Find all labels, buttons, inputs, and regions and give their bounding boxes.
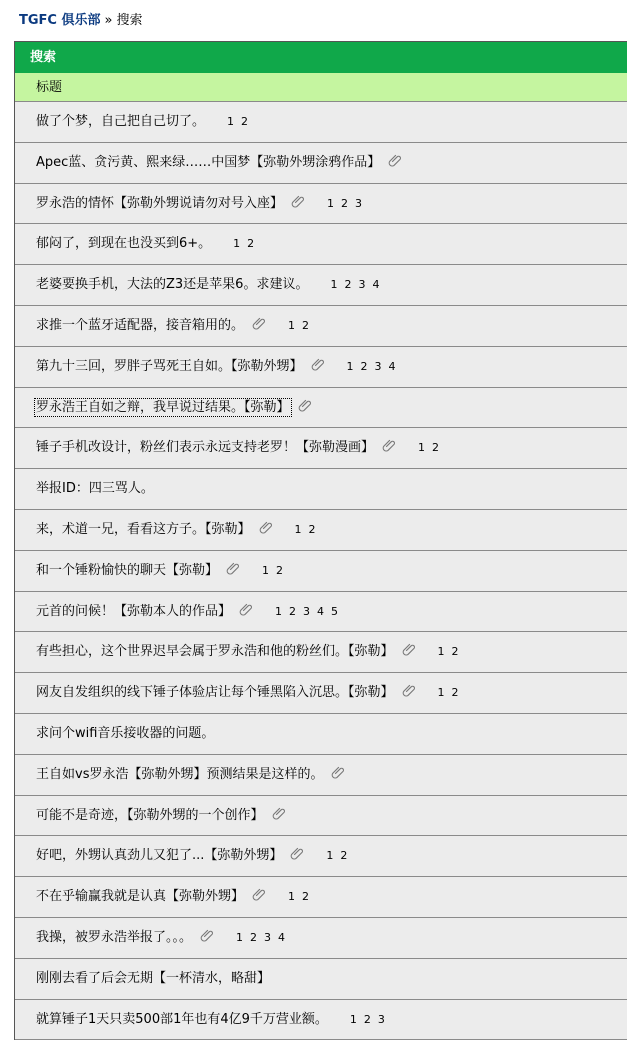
page-link[interactable]: 3: [264, 930, 272, 944]
thread-row: [15, 224, 627, 265]
thread-title-link[interactable]: 和一个锤粉愉快的聊天【弥勒】: [36, 562, 219, 578]
page-link[interactable]: 1: [227, 115, 235, 128]
page-link[interactable]: 1: [288, 890, 296, 904]
paperclip-icon: [388, 144, 402, 158]
page-link[interactable]: 1: [327, 196, 335, 210]
thread-row: [15, 265, 627, 306]
thread-row: [15, 632, 627, 673]
thread-title-link[interactable]: 来，术道一兄，看看这方子。【弥勒】: [36, 521, 251, 537]
thread-title-link[interactable]: 元首的问候！【弥勒本人的作品】: [36, 603, 232, 619]
page-link[interactable]: 4: [317, 604, 325, 618]
page-link[interactable]: 1: [326, 849, 334, 863]
page-link[interactable]: 1: [418, 441, 426, 455]
thread-list: [15, 102, 627, 1040]
page-link[interactable]: 1: [233, 237, 241, 251]
thread-pagination: [295, 523, 323, 536]
page-link[interactable]: 1: [275, 604, 283, 618]
paperclip-icon: [259, 511, 273, 525]
page-link[interactable]: 2: [250, 930, 258, 944]
thread-pagination: [330, 278, 386, 291]
thread-row: [15, 469, 627, 510]
page-link[interactable]: 2: [247, 237, 255, 251]
paperclip-icon: [272, 797, 286, 811]
thread-row: [15, 877, 627, 918]
page-link[interactable]: 1: [288, 318, 296, 332]
thread-pagination: [227, 115, 255, 128]
paperclip-icon: [200, 919, 214, 933]
page-link[interactable]: 2: [451, 645, 459, 659]
page-link[interactable]: 3: [377, 1012, 385, 1026]
thread-row: [15, 673, 627, 714]
page-link[interactable]: 3: [358, 278, 366, 292]
thread-title-link[interactable]: 有些担心，这个世界迟早会属于罗永浩和他的粉丝们。【弥勒】: [36, 644, 394, 660]
thread-pagination: [236, 931, 292, 944]
thread-row: [15, 102, 627, 143]
thread-title-link[interactable]: 就算锤子1天只卖500部1年也有4亿9千万营业额。: [36, 1011, 328, 1027]
thread-title-link[interactable]: 不在乎输赢我就是认真【弥勒外甥】: [36, 889, 245, 905]
thread-row: [15, 143, 627, 184]
thread-pagination: [347, 360, 403, 373]
thread-row: [15, 428, 627, 469]
page-link[interactable]: 2: [360, 359, 368, 373]
thread-title-link[interactable]: 老婆要换手机，大法的Z3还是苹果6。求建议。: [36, 277, 309, 293]
page-link[interactable]: 2: [302, 318, 310, 332]
page-link[interactable]: 3: [303, 604, 311, 618]
thread-title-link[interactable]: 我操，被罗永浩举报了。。。: [36, 929, 193, 945]
page-link[interactable]: 4: [388, 359, 396, 373]
thread-title-link[interactable]: 王自如vs罗永浩【弥勒外甥】预测结果是这样的。: [36, 766, 324, 782]
thread-row: [15, 592, 627, 633]
paperclip-icon: [252, 878, 266, 892]
paperclip-icon: [298, 389, 312, 403]
page-link[interactable]: 1: [236, 930, 244, 944]
thread-row: [15, 918, 627, 959]
board-header: 搜索: [15, 42, 627, 73]
thread-pagination: [233, 237, 261, 250]
thread-title-link[interactable]: 网友自发组织的线下锤子体验店让每个锤黑陷入沉思。【弥勒】: [36, 685, 394, 701]
thread-row: [15, 551, 627, 592]
thread-pagination: [327, 197, 369, 210]
page-link[interactable]: 2: [276, 563, 284, 577]
search-results-table: [14, 41, 627, 1040]
thread-title-link[interactable]: 求问个wifi音乐接收器的问题。: [36, 725, 215, 741]
thread-title-link[interactable]: 郁闷了，到现在也没买到6+。: [36, 236, 212, 252]
page-link[interactable]: 2: [344, 278, 352, 292]
page-link[interactable]: 1: [437, 645, 445, 659]
page-link[interactable]: 3: [374, 359, 382, 373]
thread-title-link[interactable]: 第九十三回，罗胖子骂死王自如。【弥勒外甥】: [36, 358, 303, 374]
thread-row: [15, 306, 627, 347]
thread-pagination: [438, 645, 466, 658]
paperclip-icon: [252, 307, 266, 321]
page-link[interactable]: 2: [241, 115, 249, 128]
page-link[interactable]: 2: [308, 522, 316, 536]
thread-title-link[interactable]: 可能不是奇迹，【弥勒外甥的一个创作】: [36, 807, 264, 823]
paperclip-icon: [331, 756, 345, 770]
thread-title-link[interactable]: 罗永浩王自如之辩，我早说过结果。【弥勒】: [36, 399, 290, 415]
thread-row: [15, 755, 627, 796]
thread-pagination: [288, 890, 316, 903]
page-link[interactable]: 2: [340, 849, 348, 863]
page-link[interactable]: 2: [432, 441, 440, 455]
page-link[interactable]: 1: [349, 1012, 357, 1026]
page-link[interactable]: 1: [262, 563, 270, 577]
thread-pagination: [438, 686, 466, 699]
paperclip-icon: [291, 185, 305, 199]
thread-pagination: [262, 564, 290, 577]
page-link[interactable]: 1: [294, 522, 302, 536]
page-link[interactable]: 1: [437, 686, 445, 700]
thread-pagination: [275, 605, 345, 618]
page-link[interactable]: 4: [278, 930, 286, 944]
paperclip-icon: [311, 348, 325, 362]
thread-row: [15, 347, 627, 388]
paperclip-icon: [402, 674, 416, 688]
breadcrumb-home-link[interactable]: TGFC 俱乐部: [19, 13, 101, 28]
thread-pagination: [326, 849, 354, 862]
thread-row: [15, 510, 627, 551]
thread-row: [15, 836, 627, 877]
thread-title-link[interactable]: 举报ID：四三骂人。: [36, 481, 154, 497]
breadcrumb: [19, 12, 142, 30]
page-link[interactable]: 4: [372, 278, 380, 292]
breadcrumb-separator: »: [104, 13, 113, 28]
thread-title-link[interactable]: 好吧，外甥认真劲儿又犯了...【弥勒外甥】: [36, 848, 283, 864]
thread-pagination: [418, 441, 446, 454]
thread-pagination: [288, 319, 316, 332]
thread-title-link[interactable]: 锤子手机改设计，粉丝们表示永远支持老罗！【弥勒漫画】: [36, 440, 375, 456]
paperclip-icon: [290, 837, 304, 851]
thread-row: [15, 184, 627, 225]
thread-title-link[interactable]: 罗永浩的情怀【弥勒外甥说请勿对号入座】: [36, 195, 284, 211]
page-link[interactable]: 2: [289, 604, 297, 618]
page-link[interactable]: 3: [355, 196, 363, 210]
page-link[interactable]: 2: [341, 196, 349, 210]
thread-row: [15, 714, 627, 755]
column-header-title: 标题: [15, 73, 627, 102]
page-link[interactable]: 2: [363, 1012, 371, 1026]
paperclip-icon: [226, 552, 240, 566]
thread-row: [15, 388, 627, 429]
page-link[interactable]: 2: [451, 686, 459, 700]
thread-title-link[interactable]: 做了个梦，自己把自己切了。: [36, 114, 206, 129]
thread-row: [15, 1000, 627, 1041]
paperclip-icon: [239, 593, 253, 607]
thread-title-link[interactable]: 刚刚去看了后会无期【一杯清水，略甜】: [36, 970, 271, 986]
thread-title-link[interactable]: 求推一个蓝牙适配器，接音箱用的。: [36, 317, 245, 333]
page-link[interactable]: 5: [331, 604, 339, 618]
thread-row: [15, 959, 627, 1000]
page-link[interactable]: 1: [346, 359, 354, 373]
paperclip-icon: [402, 633, 416, 647]
breadcrumb-current: 搜索: [116, 13, 143, 28]
page-link[interactable]: 2: [302, 890, 310, 904]
paperclip-icon: [382, 429, 396, 443]
thread-row: [15, 796, 627, 837]
thread-title-link[interactable]: Apec蓝、贪污黄、熙来绿……中国梦【弥勒外甥涂鸦作品】: [36, 154, 381, 170]
thread-pagination: [350, 1013, 392, 1026]
page-link[interactable]: 1: [330, 278, 338, 292]
